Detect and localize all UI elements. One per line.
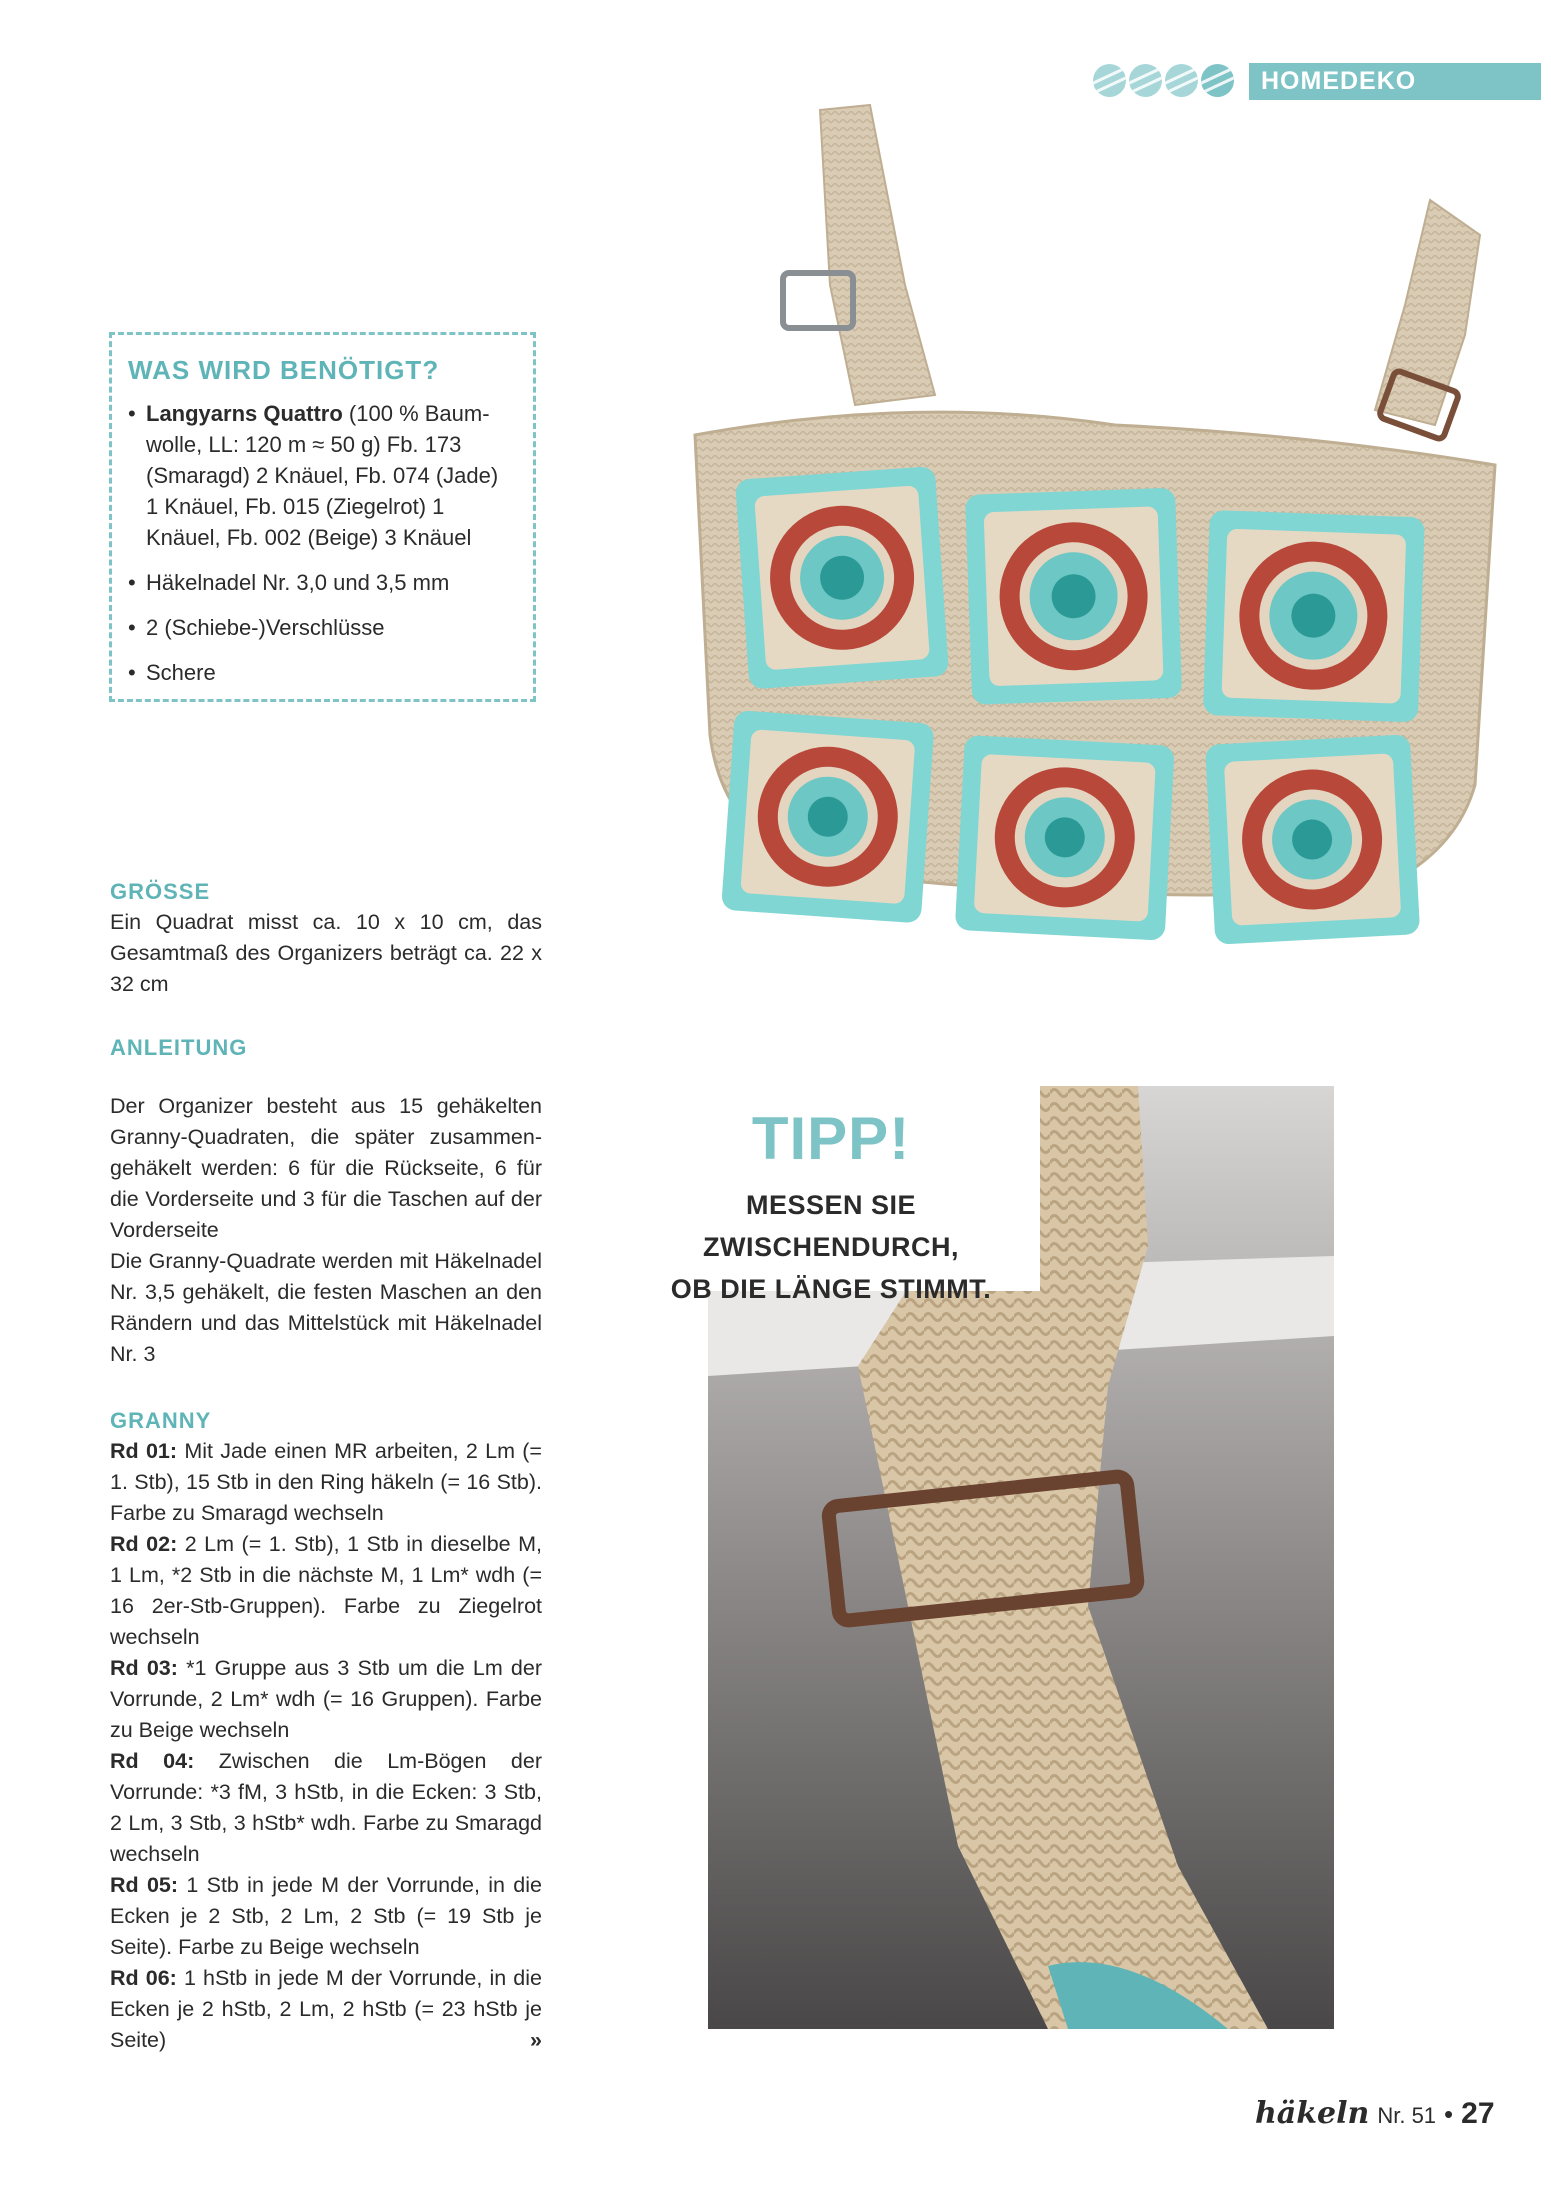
tip-text-line-2: OB DIE LÄNGE STIMMT. bbox=[670, 1274, 992, 1304]
magazine-name: häkeln bbox=[1255, 2096, 1370, 2131]
materials-list bbox=[128, 398, 515, 688]
row-label: Rd 05: bbox=[110, 1873, 179, 1897]
size-section bbox=[110, 876, 542, 1000]
row-label: Rd 04: bbox=[110, 1749, 195, 1773]
tip-title: TIPP! bbox=[751, 1105, 911, 1172]
tip-text-line-1: MESSEN SIE ZWISCHENDURCH, bbox=[703, 1190, 959, 1262]
yarn-brand: Langyarns Quattro bbox=[146, 401, 343, 426]
row-label: Rd 03: bbox=[110, 1656, 178, 1680]
issue-number: Nr. 51 bbox=[1377, 2103, 1437, 2128]
materials-item-yarn bbox=[128, 398, 515, 553]
materials-title: WAS WIRD BENÖTIGT? bbox=[128, 355, 440, 385]
size-text: Ein Quadrat misst ca. 10 x 10 cm, das Gesamtmaß des Organizers beträgt ca. 22 x 32 cm bbox=[110, 910, 542, 996]
granny-row bbox=[110, 1746, 542, 1870]
row-text: Zwischen die Lm-Bögen der Vorrunde: *3 fM, 3 hStb, in die Ecken: 3 Stb, 2 Lm, 3 Stb, 3 hStb* wdh. Farbe zu Smaragd wechseln bbox=[110, 1749, 542, 1866]
materials-item-clasps: • 2 (Schiebe-)Verschlüsse bbox=[128, 612, 515, 643]
yarn-details: (100 % Baum-wolle, LL: 120 m ≈ 50 g) Fb. 173 (Smaragd) 2 Knäuel, Fb. 074 (Jade) 1 Knäuel, Fb. 015 (Ziegelrot) 1 Knäuel, Fb. 002 (Beige) 3 Knäuel bbox=[146, 401, 499, 550]
instructions-heading: ANLEITUNG bbox=[110, 1035, 248, 1060]
page-number: 27 bbox=[1461, 2097, 1495, 2130]
granny-row bbox=[110, 1653, 542, 1746]
materials-item-hook: • Häkelnadel Nr. 3,0 und 3,5 mm bbox=[128, 567, 515, 598]
yarn-ball-icon bbox=[1129, 64, 1162, 97]
granny-heading: GRANNY bbox=[110, 1408, 212, 1433]
row-text: 1 hStb in jede M der Vorrunde, in die Ecken je 2 hStb, 2 Lm, 2 hStb (= 23 hStb je Seite) bbox=[110, 1966, 542, 2052]
instructions-para-2: Die Granny-Quadrate werden mit Häkelnadel Nr. 3,5 gehäkelt, die festen Maschen an den Rändern und das Mittelstück mit Häkelnadel Nr. 3 bbox=[110, 1249, 542, 1366]
tip-box bbox=[622, 1086, 1040, 1304]
continue-arrow-icon: » bbox=[530, 2028, 542, 2052]
row-text: *1 Gruppe aus 3 Stb um die Lm der Vorrunde, 2 Lm* wdh (= 16 Gruppen). Farbe zu Beige wechseln bbox=[110, 1656, 542, 1742]
instructions-para-1: Der Organizer besteht aus 15 gehäkelten Granny-Quadraten, die später zusammen-gehäkelt werden: 6 für die Rückseite, 6 für die Vorderseite und 3 für die Taschen auf der Vorderseite bbox=[110, 1094, 542, 1242]
granny-row bbox=[110, 1529, 542, 1653]
materials-item-scissors: • Schere bbox=[128, 657, 515, 688]
row-text: Mit Jade einen MR arbeiten, 2 Lm (= 1. Stb), 15 Stb in den Ring häkeln (= 16 Stb). Farbe zu Smaragd wechseln bbox=[110, 1439, 542, 1525]
yarn-ball-icon bbox=[1165, 64, 1198, 97]
granny-row bbox=[110, 1963, 542, 2056]
instructions-section bbox=[110, 1032, 542, 1370]
row-label: Rd 06: bbox=[110, 1966, 177, 1990]
granny-row bbox=[110, 1870, 542, 1963]
row-text: 2 Lm (= 1. Stb), 1 Stb in dieselbe M, 1 Lm, *2 Stb in die nächste M, 1 Lm* wdh (= 16 2er-Stb-Gruppen). Farbe zu Ziegelrot wechseln bbox=[110, 1532, 542, 1649]
section-tag: HOMEDEKO bbox=[1249, 63, 1541, 100]
row-label: Rd 01: bbox=[110, 1439, 178, 1463]
yarn-ball-icon bbox=[1093, 64, 1126, 97]
materials-box bbox=[109, 332, 536, 702]
left-strap bbox=[820, 105, 935, 405]
row-text: 1 Stb in jede M der Vorrunde, in die Ecken je 2 Stb, 2 Lm, 2 Stb (= 19 Stb je Seite). Farbe zu Beige wechseln bbox=[110, 1873, 542, 1959]
footer bbox=[1255, 2096, 1495, 2140]
row-label: Rd 02: bbox=[110, 1532, 178, 1556]
granny-row bbox=[110, 1436, 542, 1529]
bag-photo bbox=[615, 95, 1515, 1035]
footer-separator: • bbox=[1444, 2099, 1454, 2129]
granny-section bbox=[110, 1405, 542, 2056]
yarn-ball-icon bbox=[1201, 64, 1234, 97]
size-heading: GRÖSSE bbox=[110, 879, 211, 904]
